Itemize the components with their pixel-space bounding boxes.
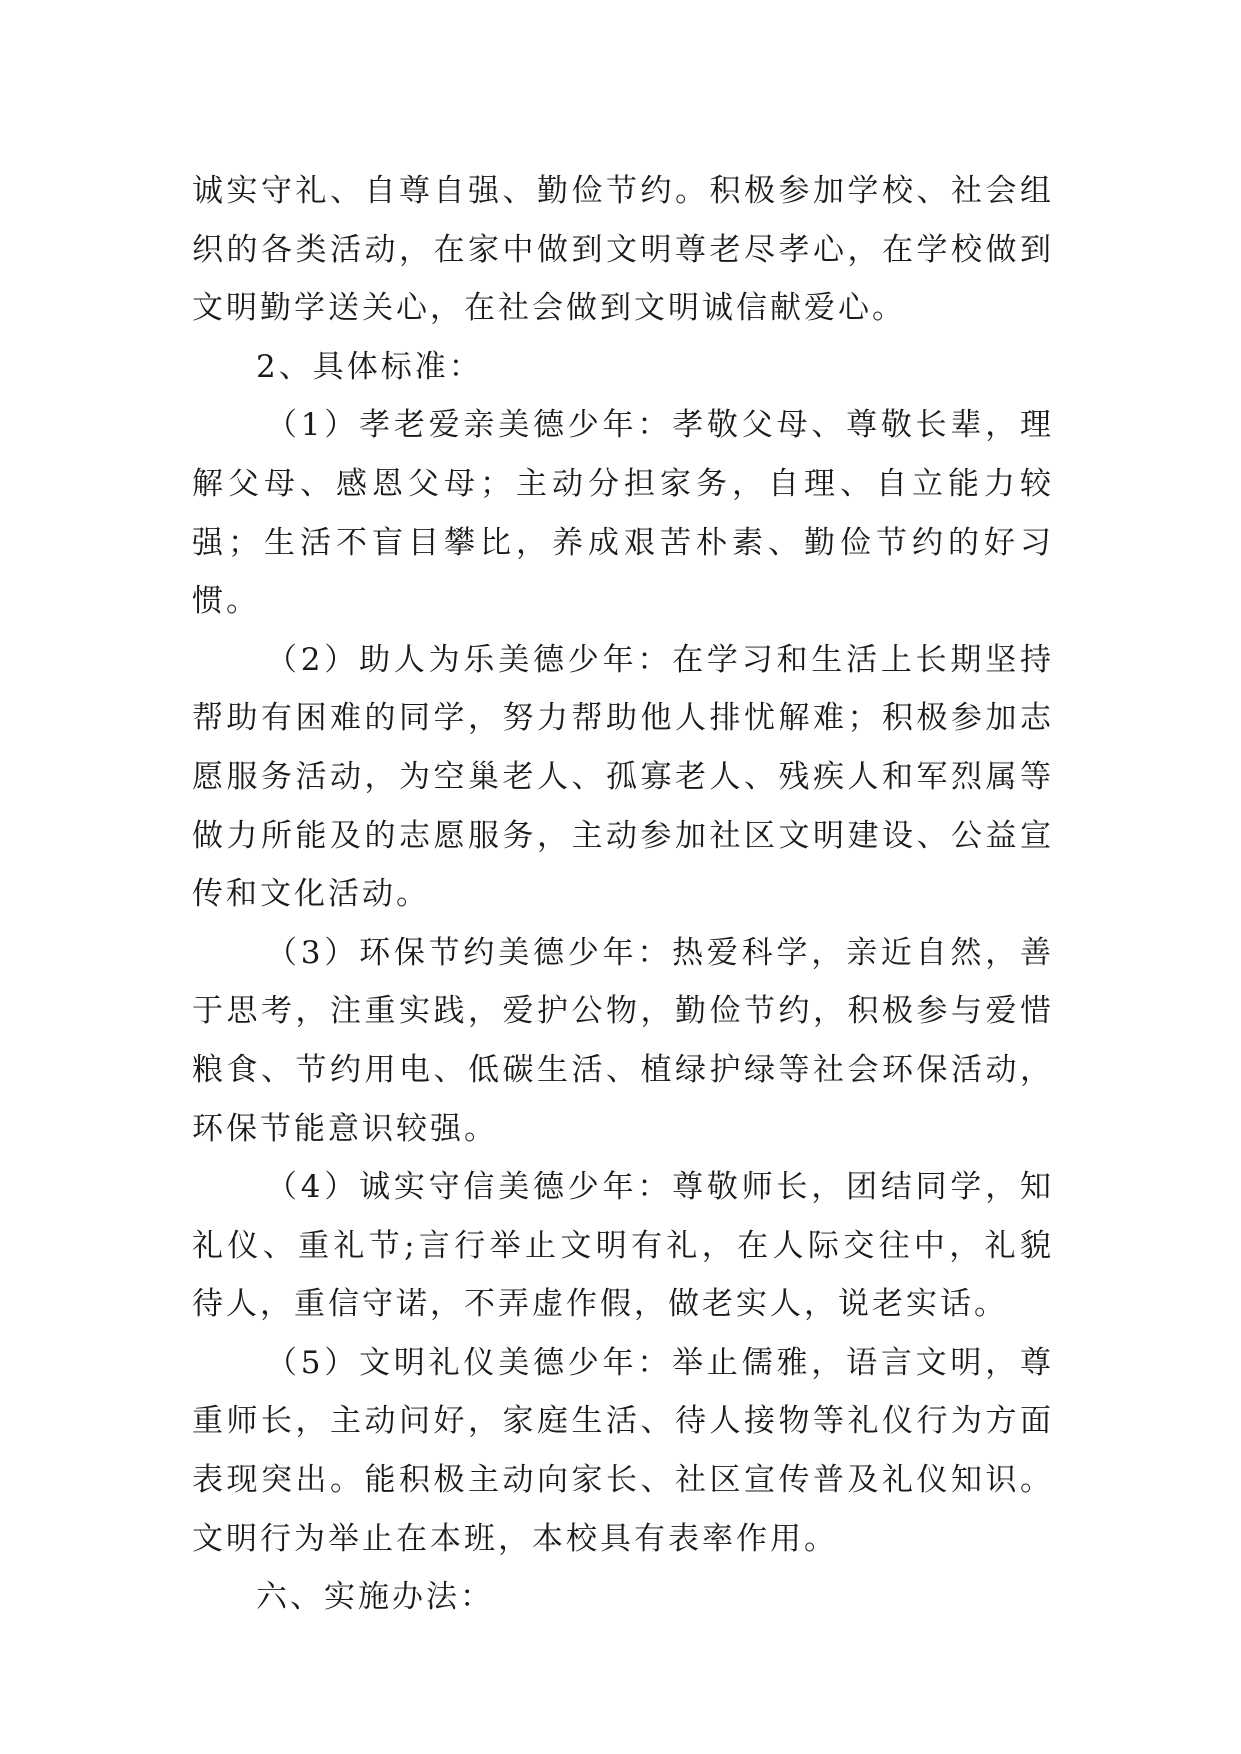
paragraph-continuation: 诚实守礼、自尊自强、勤俭节约。积极参加学校、社会组织的各类活动，在家中做到文明尊老尽孝心，在学校做到文明勤学送关心，在社会做到文明诚信献爱心。 [192,173,1054,327]
document-body [192,162,1054,1627]
section-heading-implementation: 六、实施办法： [256,1579,494,1616]
paragraph-standards-heading: 2、具体标准： [256,348,483,385]
paragraph-standard-3: （3）环保节约美德少年：热爱科学，亲近自然，善于思考，注重实践，爱护公物，勤俭节约，积极参与爱惜粮食、节约用电、低碳生活、植绿护绿等社会环保活动，环保节能意识较强。 [192,934,1054,1147]
paragraph-standard-4: （4）诚实守信美德少年：尊敬师长，团结同学，知礼仪、重礼节;言行举止文明有礼，在人际交往中，礼貌待人，重信守诺，不弄虚作假，做老实人，说老实话。 [192,1169,1054,1323]
paragraph-standard-2: （2）助人为乐美德少年：在学习和生活上长期坚持帮助有困难的同学，努力帮助他人排忧解难；积极参加志愿服务活动，为空巢老人、孤寡老人、残疾人和军烈属等做力所能及的志愿服务，主动参加社区文明建设、公益宣传和文化活动。 [192,641,1054,913]
paragraph-standard-1: （1）孝老爱亲美德少年：孝敬父母、尊敬长辈，理解父母、感恩父母；主动分担家务，自理、自立能力较强；生活不盲目攀比，养成艰苦朴素、勤俭节约的好习惯。 [192,407,1054,620]
paragraph-standard-5: （5）文明礼仪美德少年：举止儒雅，语言文明，尊重师长，主动问好，家庭生活、待人接物等礼仪行为方面表现突出。能积极主动向家长、社区宣传普及礼仪知识。文明行为举止在本班，本校具有表率作用。 [192,1344,1054,1557]
